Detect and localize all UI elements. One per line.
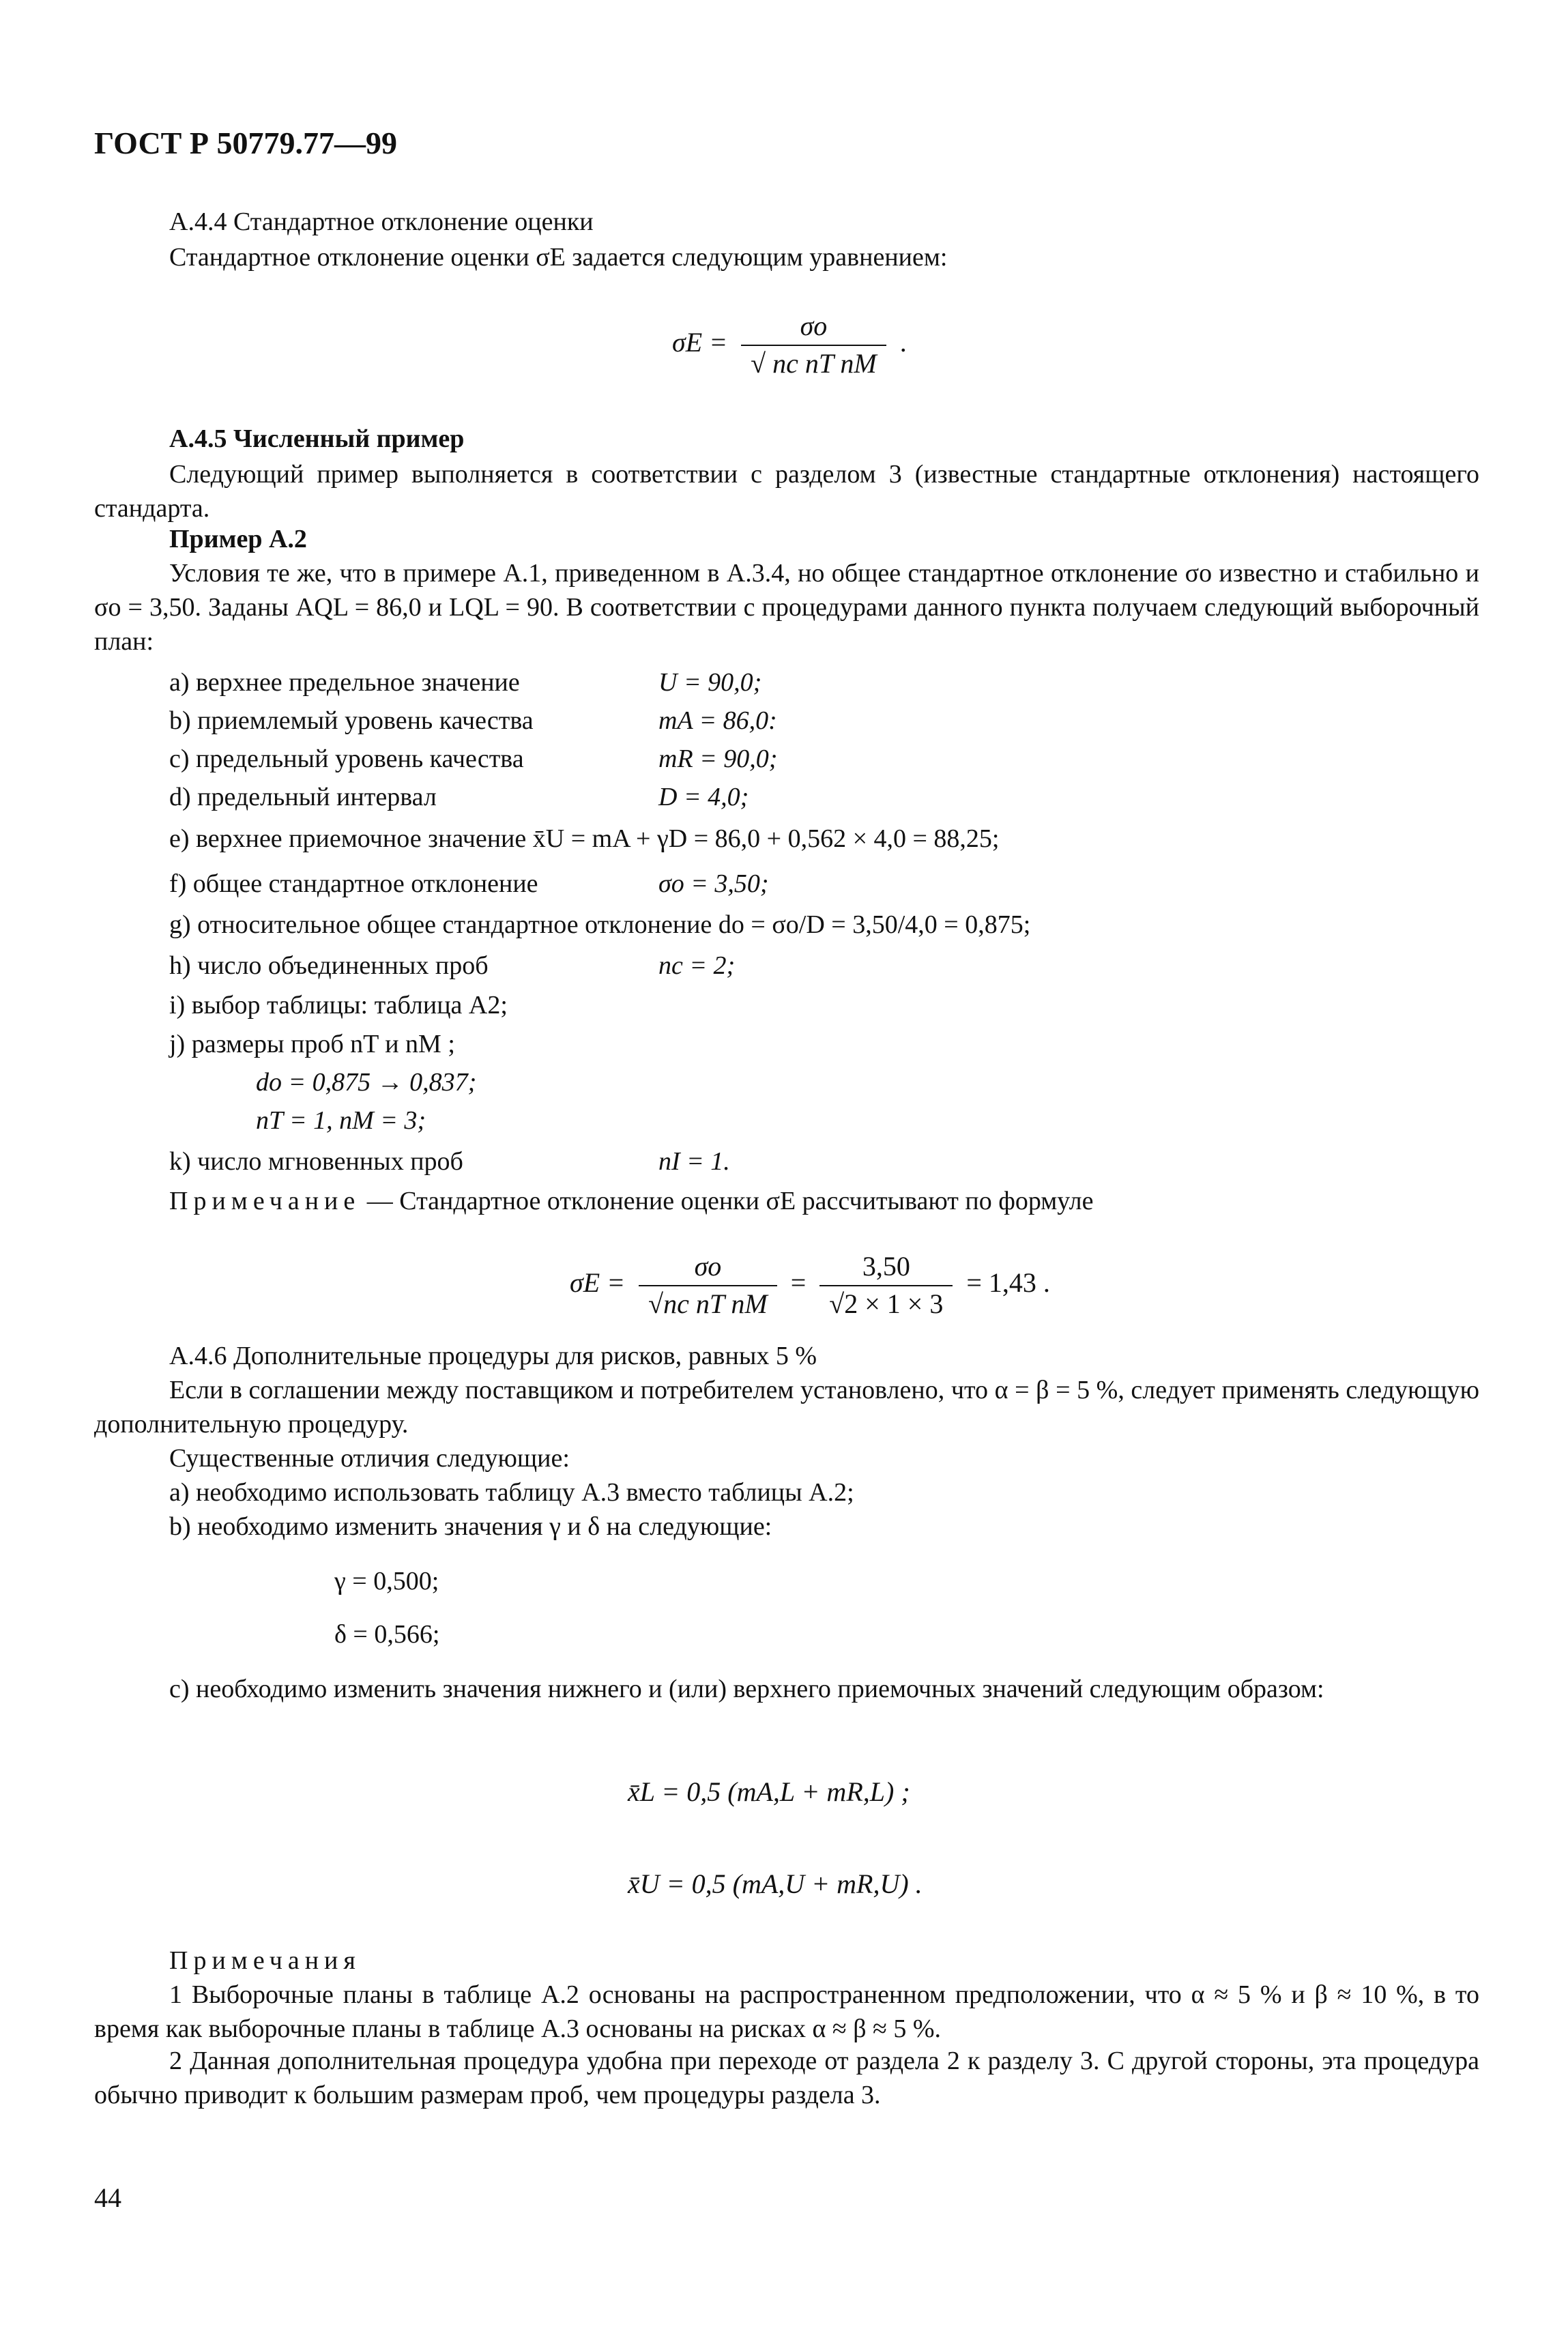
calc-equals: = [790,1267,807,1298]
formula-xu: x̄U = 0,5 (mA,U + mR,U) . [628,1868,923,1899]
formula-denominator: √ nc nT nM [751,347,877,379]
note-label: Примечание [169,1187,361,1215]
note-2: 2 Данная дополнительная процедура удобна при переходе от раздела 2 к разделу 3. С другой стороны, эта процедура обычно приводит к большим размерам проб, чем процедуры раздела 3. [94,2047,1479,2110]
list-item: f) общее стандартное отклонение [169,869,538,898]
formula-lhs: σE = [672,326,728,358]
section-a46-text: Если в соглашении между поставщиком и потребителем установлено, что α = β = 5 %, следует применять следующую дополнительную процедуру. [94,1376,1479,1439]
list-item-value: nc = 2; [658,951,736,980]
example-title: Пример А.2 [169,525,307,553]
list-item-value: U = 90,0; [658,668,762,697]
list-item-value: σo = 3,50; [658,869,769,898]
list-item: b) приемлемый уровень качества [169,706,534,735]
example-text: Условия те же, что в примере А.1, приведенном в А.3.4, но общее стандартное отклонение σo известно и стабильно и σo = 3,50. Заданы AQL = 86,0 и LQL = 90. В соответствии с процедурами данного пункта получаем следующий выборочный план: [94,559,1479,656]
list-item: h) число объединенных проб [169,951,489,980]
diff-item-b: b) необходимо изменить значения γ и δ на следующие: [169,1512,772,1541]
calc-denominator-1: √nc nT nM [648,1288,768,1319]
list-item: e) верхнее приемочное значение x̄U = mA + γD = 86,0 + 0,562 × 4,0 = 88,25; [169,824,1000,853]
formula-tail: . [899,326,907,358]
calc-fraction-1 [639,1249,777,1323]
document-header: ГОСТ Р 50779.77—99 [94,126,397,160]
list-item: g) относительное общее стандартное отклонение do = σo/D = 3,50/4,0 = 0,875; [169,910,1031,939]
section-a45-text: Следующий пример выполняется в соответствии с разделом 3 (известные стандартные отклонения) настоящего стандарта. [94,460,1479,523]
section-a44-heading: А.4.4 Стандартное отклонение оценки [169,207,594,236]
section-a46-heading: А.4.6 Дополнительные процедуры для рисков, равных 5 % [169,1342,817,1370]
list-item: j) размеры проб nT и nM ; [169,1030,455,1058]
diff-item-c: c) необходимо изменить значения нижнего и (или) верхнего приемочных значений следующим образом: [169,1675,1324,1703]
calc-result: = 1,43 . [966,1267,1050,1298]
section-a44-text: Стандартное отклонение оценки σE задается следующим уравнением: [169,243,948,272]
calc-fraction-2 [819,1249,953,1323]
list-item-value: nI = 1. [658,1147,730,1176]
list-item: do = 0,875 → 0,837; [256,1068,477,1097]
gamma-value: γ = 0,500; [334,1567,439,1595]
list-item: k) число мгновенных проб [169,1147,463,1176]
list-item: d) предельный интервал [169,783,437,811]
sigma-e-calculation [570,1249,1050,1323]
formula-numerator: σo [741,308,886,346]
note-paragraph [94,1184,1479,1218]
diff-intro: Существенные отличия следующие: [169,1444,570,1473]
note-1: 1 Выборочные планы в таблице А.2 основаны на распространенном предположении, что α ≈ 5 % и β ≈ 10 %, в то время как выборочные планы в таблице А.3 основаны на рисках α ≈ β ≈ 5 %. [94,1980,1479,2044]
section-a45-heading: А.4.5 Численный пример [169,424,465,453]
formula-fraction [741,308,886,382]
list-item-value: mA = 86,0: [658,706,777,735]
page-number: 44 [94,2182,121,2213]
list-item: a) верхнее предельное значение [169,668,520,697]
list-item: c) предельный уровень качества [169,745,524,773]
list-item-value: D = 4,0; [658,783,749,811]
formula-xl: x̄L = 0,5 (mA,L + mR,L) ; [628,1776,910,1807]
calc-denominator-2: √2 × 1 × 3 [829,1288,944,1319]
calc-numerator-1: σo [639,1249,777,1286]
sigma-e-formula [672,308,907,382]
list-item: i) выбор таблицы: таблица А2; [169,991,508,1020]
list-item-value: mR = 90,0; [658,745,778,773]
note-text: — Стандартное отклонение оценки σE рассчитывают по формуле [360,1187,1094,1215]
list-item: nT = 1, nM = 3; [256,1106,426,1135]
delta-value: δ = 0,566; [334,1620,440,1649]
calc-numerator-2: 3,50 [819,1249,953,1286]
notes-title: Примечания [169,1946,361,1975]
diff-item-a: а) необходимо использовать таблицу А.3 вместо таблицы А.2; [169,1478,854,1507]
calc-lhs: σE = [570,1267,626,1298]
